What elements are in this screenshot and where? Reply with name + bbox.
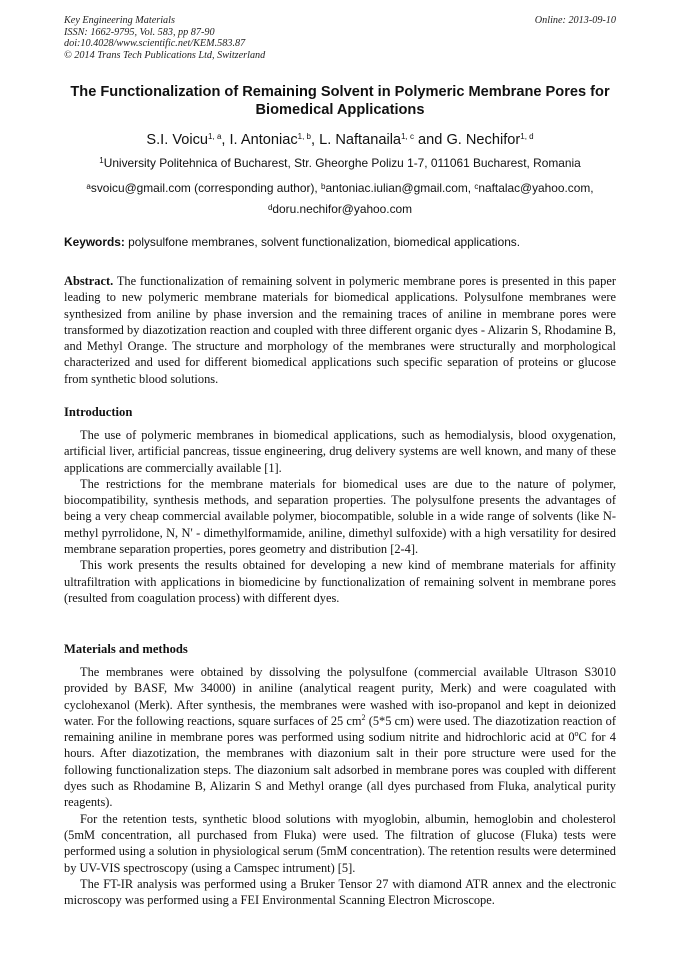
doi-line: doi:10.4028/www.scientific.net/KEM.583.87	[64, 38, 246, 50]
abstract	[64, 273, 616, 387]
author-sup: 1, b	[297, 132, 311, 141]
affiliation-text: University Politehnica of Bucharest, Str. Gheorghe Polizu 1-7, 011061 Bucharest, Romania	[103, 156, 581, 170]
author-sep: ,	[221, 132, 230, 148]
keywords-text: polysulfone membranes, solvent functionalization, biomedical applications.	[124, 235, 521, 249]
email-c: naftalac@yahoo.com,	[478, 181, 594, 195]
keywords	[64, 235, 616, 250]
email-d: doru.nechifor@yahoo.com	[272, 202, 413, 216]
paragraph: The FT-IR analysis was performed using a Bruker Tensor 27 with diamond ATR annex and the electronic microscopy was performed using a FEI Environmental Scanning Electron Microscope.	[64, 876, 616, 908]
online-date: Online: 2013-09-10	[534, 15, 616, 26]
paragraph: For the retention tests, synthetic blood solutions with myoglobin, albumin, hemoglobin and cholesterol (5mM concentration, all purchased from Fluka) were used. The filtration of glucose (Fluka) tests were performed using a solution in physiological serum (5mM concentration). The retention results were determined by UV-VIS spectroscopy (using a Camspec intrument) [5].	[64, 811, 616, 875]
paragraph	[64, 664, 616, 811]
text-run: The membranes were obtained by dissolving the polysulfone (commercial available Ultrason S3010 provided by BASF, Mw 34000) in aniline (analytical reagent purity, Merk) and were coagulated with cyclohexanol (Merk). After synthesis, the membranes were washed with iso-propanol and kept in deionized water. For the following reactions, square surfaces of 25 cm	[64, 665, 616, 728]
abstract-text: The functionalization of remaining solvent in polymeric membrane pores is presented in this paper leading to new polymeric membrane materials for biomedical applications. Polysulfone membranes were synthesized from aniline by phase inversion and the remaining traces of aniline in membrane pores were transformed by diazotization reaction and coupled with three different organic dyes - Alizarin S, Rhodamine B, and Methyl Orange. The structure and morphology of the membranes were structurally and morphological characterized and used for different biomedical applications such specific separation of proteins or glucose from synthetic blood solutions.	[64, 274, 616, 386]
affiliation-sup: 1	[99, 156, 104, 165]
affiliation	[64, 156, 616, 171]
email-sup: b	[321, 182, 326, 191]
email-a: svoicu@gmail.com (corresponding author),	[90, 181, 322, 195]
journal-header	[64, 15, 616, 61]
author-list	[64, 131, 616, 149]
methods-heading: Materials and methods	[64, 642, 188, 656]
copyright-line: © 2014 Trans Tech Publications Ltd, Switzerland	[64, 49, 266, 61]
author-name: L. Naftanaila	[319, 132, 402, 148]
email-line-1	[64, 178, 616, 199]
email-sup: d	[267, 203, 273, 212]
paragraph: The restrictions for the membrane materials for biomedical uses are due to the nature of polymer, biocompatibility, synthesis methods, and separation properties. The polysulfone presents the advantages of being a very cheap commercial available polymer, biocompatible, soluble in a wide range of solvents (like N-methyl pyrrolidone, N, N' - dimethylformamide, aniline, dimethyl sulfoxide) with a high versatility for desired membrane separation properties, pores geometry and distribution [2-4].	[64, 476, 616, 557]
email-sup: a	[86, 182, 91, 191]
introduction-heading: Introduction	[64, 405, 133, 419]
email-sup: c	[474, 182, 479, 191]
author-name: I. Antoniac	[229, 132, 298, 148]
paper-title: The Functionalization of Remaining Solvent in Polymeric Membrane Pores for Biomedical Applications	[70, 84, 610, 118]
author-sup: 1, c	[401, 132, 414, 141]
superscript: 2	[361, 712, 366, 722]
issn-line: ISSN: 1662-9795, Vol. 583, pp 87-90	[64, 26, 215, 38]
author-sup: 1, a	[208, 132, 222, 141]
author-sep: ,	[311, 132, 320, 148]
text-run: (5*5 cm) were used. The diazotization reaction of remaining aniline in membrane pores was performed using sodium nitrite and hidrochloric acid at 0	[64, 713, 616, 745]
email-b: antoniac.iulian@gmail.com,	[325, 181, 475, 195]
journal-name: Key Engineering Materials	[64, 15, 175, 26]
superscript: o	[574, 729, 579, 739]
author-sep: and	[413, 132, 447, 148]
author-sup: 1, d	[520, 132, 534, 141]
author-name: G. Nechifor	[446, 132, 521, 148]
email-line-2	[64, 199, 616, 220]
introduction-body	[64, 427, 616, 606]
text-run: C for 4 hours. After diazotization, the membranes with diazonium salt in their pore structure were used for the following functionalization steps. The diazonium salt adsorbed in membrane pores was coupled with different dyes such as Rhodamine B, Alizarin S and Methyl orange (all dyes purchased from Fluka, analytical purity reagents).	[64, 730, 616, 810]
paragraph: The use of polymeric membranes in biomedical applications, such as hemodialysis, blood oxygenation, artificial liver, artificial pancreas, tissue engineering, drug delivery systems are well known, and many of these applications are commercially available [1].	[64, 428, 616, 475]
author-name: S.I. Voicu	[146, 132, 209, 148]
keywords-label: Keywords:	[64, 235, 125, 249]
methods-body	[64, 664, 616, 908]
author-emails	[64, 178, 616, 220]
paragraph: This work presents the results obtained for developing a new kind of membrane materials for affinity ultrafiltration with applications in biomedicine by functionalization of remaining solvent in membrane pores (resulted from coagulation process) with different dyes.	[64, 558, 616, 605]
abstract-label: Abstract.	[64, 274, 114, 288]
